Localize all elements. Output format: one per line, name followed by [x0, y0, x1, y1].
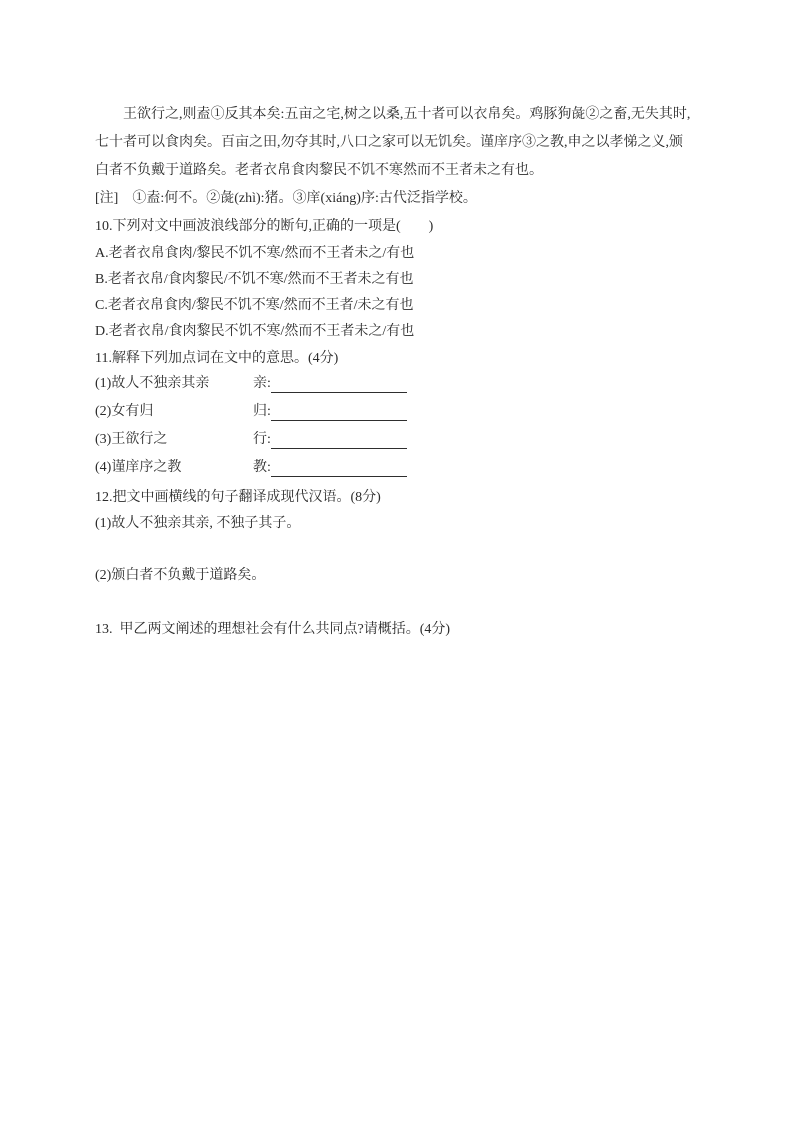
question-10-option-a: A.老者衣帛食肉/黎民不饥不寒/然而不王者未之/有也	[95, 246, 415, 261]
question-11-item	[95, 372, 715, 400]
passage-line-2: 七十者可以食肉矣。百亩之田,勿夺其时,八口之家可以无饥矣。谨庠序③之教,申之以孝悌之义,颁	[95, 135, 683, 150]
answer-space	[95, 537, 715, 563]
question-10-option-c: C.老者衣帛食肉/黎民不饥不寒/然而不王者/未之有也	[95, 298, 414, 313]
question-11-phrase: (2)女有归	[95, 404, 154, 419]
answer-space	[95, 589, 715, 617]
question-11-item	[95, 428, 715, 456]
question-11-item	[95, 400, 715, 428]
question-11-phrase: (1)故人不独亲其亲	[95, 376, 210, 391]
answer-blank-line	[271, 392, 407, 393]
answer-blank-line	[271, 448, 407, 449]
question-10-option-d: D.老者衣帛/食肉黎民不饥不寒/然而不王者未之/有也	[95, 324, 415, 339]
blank-label: 行:	[253, 432, 271, 447]
answer-blank-line	[271, 476, 407, 477]
question-12-stem: 12.把文中画横线的句子翻译成现代汉语。(8分)	[95, 490, 381, 505]
passage-line-1: 王欲行之,则盍①反其本矣:五亩之宅,树之以桑,五十者可以衣帛矣。鸡豚狗彘②之畜,无失其时,	[123, 107, 691, 122]
blank-label: 教:	[253, 460, 271, 475]
question-11-stem: 11.解释下列加点词在文中的意思。(4分)	[95, 351, 339, 366]
question-11-item	[95, 456, 715, 484]
passage-line-3: 白者不负戴于道路矣。老者衣帛食肉黎民不饥不寒然而不王者未之有也。	[95, 163, 543, 178]
question-11-phrase: (3)王欲行之	[95, 432, 168, 447]
question-13-stem: 13. 甲乙两文阐述的理想社会有什么共同点?请概括。(4分)	[95, 622, 451, 637]
blank-label: 亲:	[253, 376, 271, 391]
passage-footnote: [注] ①盍:何不。②彘(zhì):猪。③庠(xiáng)序:古代泛指学校。	[95, 191, 477, 206]
question-10-option-b: B.老者衣帛/食肉黎民/不饥不寒/然而不王者未之有也	[95, 272, 414, 287]
question-10-stem: 10.下列对文中画波浪线部分的断句,正确的一项是( )	[95, 219, 434, 234]
exam-text-block	[95, 101, 715, 643]
question-12-sentence-1: (1)故人不独亲其亲, 不独子其子。	[95, 516, 301, 531]
blank-label: 归:	[253, 404, 271, 419]
question-12-sentence-2: (2)颁白者不负戴于道路矣。	[95, 568, 266, 583]
answer-blank-line	[271, 420, 407, 421]
question-11-phrase: (4)谨庠序之教	[95, 460, 182, 475]
